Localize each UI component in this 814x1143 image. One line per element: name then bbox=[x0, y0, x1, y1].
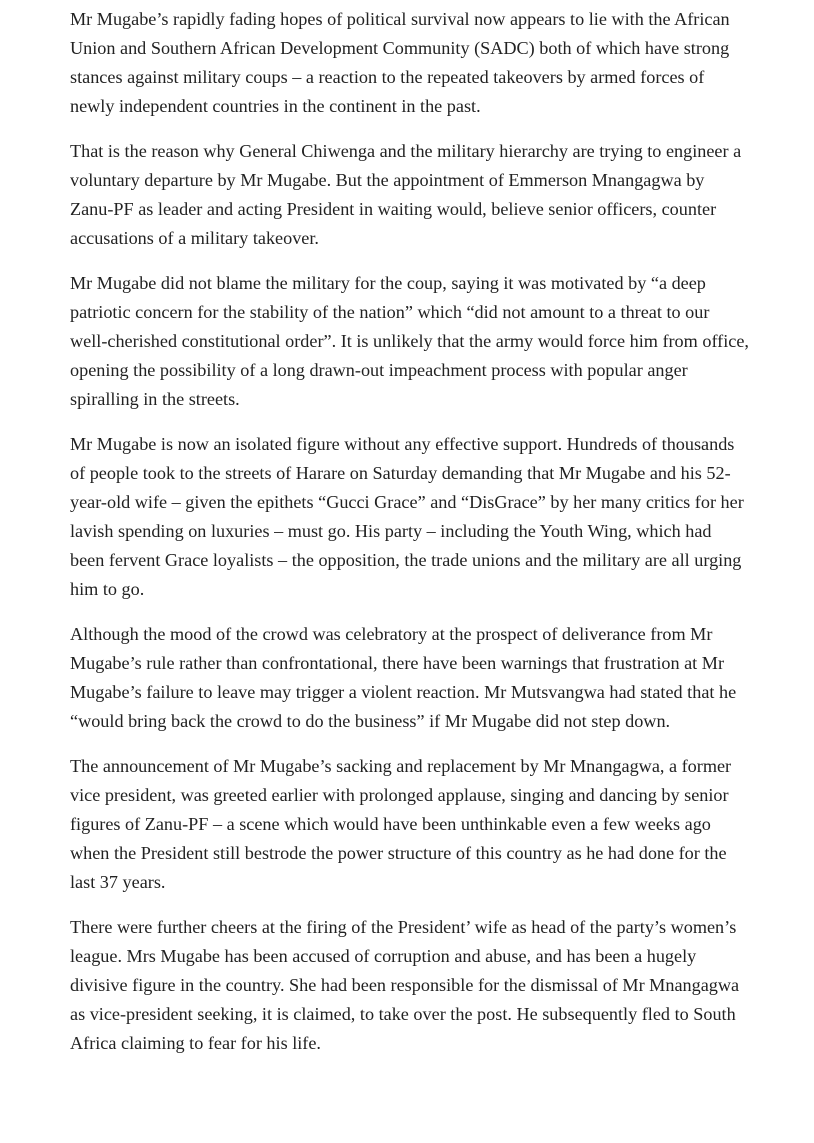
article-paragraph-4: Mr Mugabe is now an isolated figure without any effective support. Hundreds of thousands of people took to the streets of Harare on Saturday demanding that Mr Mugabe and his 52-year-old wife – given the epithets “Gucci Grace” and “DisGrace” by her many critics for her lavish spending on luxuries – must go. His party – including the Youth Wing, which had been fervent Grace loyalists – the opposition, the trade unions and the military are all urging him to go. bbox=[70, 434, 744, 599]
article-paragraph-2: That is the reason why General Chiwenga and the military hierarchy are trying to engineer a voluntary departure by Mr Mugabe. But the appointment of Emmerson Mnangagwa by Zanu-PF as leader and acting President in waiting would, believe senior officers, counter accusations of a military takeover. bbox=[70, 141, 742, 248]
article-paragraph-7: There were further cheers at the firing of the President’ wife as head of the party’s women’s league. Mrs Mugabe has been accused of corruption and abuse, and has been a hugely divisive figure in the country. She had been responsible for the dismissal of Mr Mnangagwa as vice-president seeking, it is claimed, to take over the post. He subsequently fled to South Africa claiming to fear for his life. bbox=[70, 917, 740, 1053]
article-paragraph-5: Although the mood of the crowd was celebratory at the prospect of deliverance from Mr Mugabe’s rule rather than confrontational, there have been warnings that frustration at Mr Mugabe’s failure to leave may trigger a violent reaction. Mr Mutsvangwa had stated that he “would bring back the crowd to do the business” if Mr Mugabe did not step down. bbox=[70, 624, 737, 731]
article-body bbox=[70, 5, 750, 1074]
article-paragraph-3: Mr Mugabe did not blame the military for the coup, saying it was motivated by “a deep patriotic concern for the stability of the nation” which “did not amount to a threat to our well-cherished constitutional order”. It is unlikely that the army would force him from office, opening the possibility of a long drawn-out impeachment process with popular anger spiralling in the streets. bbox=[70, 273, 749, 409]
article-paragraph-6: The announcement of Mr Mugabe’s sacking and replacement by Mr Mnangagwa, a former vice president, was greeted earlier with prolonged applause, singing and dancing by senior figures of Zanu-PF – a scene which would have been unthinkable even a few weeks ago when the President still bestrode the power structure of this country as he had done for the last 37 years. bbox=[70, 756, 732, 892]
article-paragraph-1: Mr Mugabe’s rapidly fading hopes of political survival now appears to lie with the African Union and Southern African Development Community (SADC) both of which have strong stances against military coups – a reaction to the repeated takeovers by armed forces of newly independent countries in the continent in the past. bbox=[70, 9, 730, 116]
